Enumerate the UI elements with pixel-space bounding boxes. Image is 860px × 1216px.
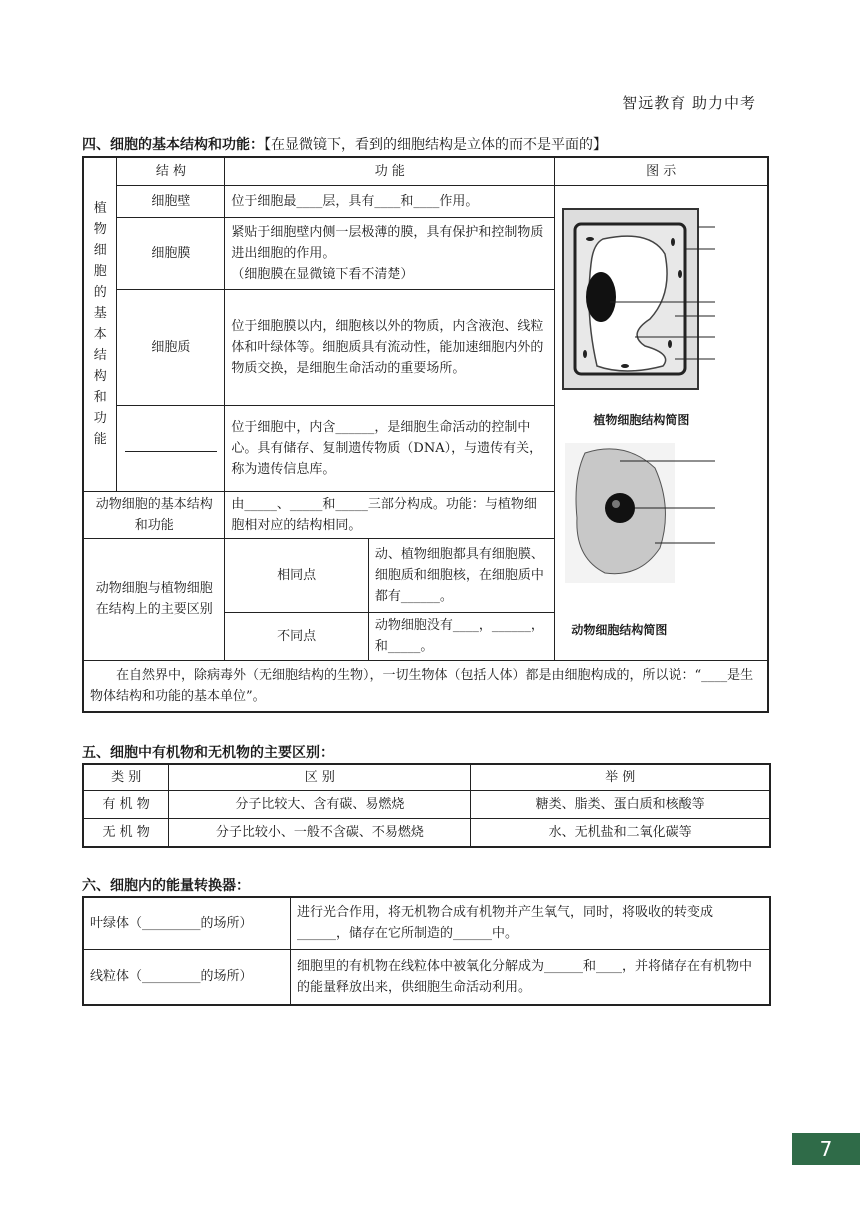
t2-header-category: 类 别 [83,764,169,791]
chloroplast-name: 叶绿体（_________的场所） [83,897,291,949]
nucleus-name-blank [125,437,217,452]
animal-caption: 动物细胞结构简图 [571,622,668,637]
mitochondria-text: 细胞里的有机物在线粒体中被氧化分解成为______和____，并将储存在有机物中的能量释放出来，供细胞生命活动利用。 [291,949,770,1005]
figure-cell [555,185,768,660]
page-number: 7 [792,1133,860,1165]
chloroplast-1 [586,237,594,241]
organic-inorganic-table [82,763,771,848]
col-structure: 结 构 [117,157,225,185]
compare-label: 动物细胞与植物细胞在结构上的主要区别 [83,538,225,660]
row-membrane-func2: （细胞膜在显微镜下看不清楚） [231,266,414,282]
energy-converter-table [82,896,771,1006]
t2-row2-example: 水、无机盐和二氧化碳等 [471,819,770,847]
animal-label: 动物细胞的基本结构和功能 [83,491,225,538]
t2-row1-difference: 分子比较大、含有碳、易燃烧 [169,791,471,819]
animal-cell-diagram [555,438,769,588]
animal-nucleus-shape [605,493,635,523]
plant-caption: 植物细胞结构简图 [593,412,690,427]
chloroplast-4 [583,350,587,358]
diff-text: 动物细胞没有____，______，和_____。 [368,612,554,660]
side-label: 植物细胞的基本结构和功能 [93,201,107,448]
t2-row1-example: 糖类、脂类、蛋白质和核酸等 [471,791,770,819]
section5-title: 五、细胞中有机物和无机物的主要区别： [82,745,334,761]
mitochondria-name: 线粒体（_________的场所） [83,949,291,1005]
animal-func: 由_____、_____和_____三部分构成。功能：与植物细胞相对应的结构相同。 [225,491,555,538]
header-brand: 智远教育 助力中考 [622,94,756,112]
row-cell-wall-func: 位于细胞最____层，具有____和____作用。 [225,185,555,217]
col-figure: 图 示 [555,157,768,185]
t2-row2-category: 无 机 物 [83,819,169,847]
chloroplast-2 [671,238,675,246]
section4-title [82,134,607,154]
row-cytoplasm-name: 细胞质 [117,289,225,405]
cell-structure-table [82,156,769,713]
summary: 在自然界中，除病毒外（无细胞结构的生物），一切生物体（包括人体）都是由细胞构成的，所以说：“____是生物体结构和功能的基本单位”。 [83,660,768,712]
t2-row2-difference: 分子比较小、一般不含碳、不易燃烧 [169,819,471,847]
chloroplast-text: 进行光合作用，将无机物合成有机物并产生氧气，同时，将吸收的转变成______，储存在它所制造的______中。 [291,897,770,949]
same-label: 相同点 [225,538,368,612]
row-cell-wall-name: 细胞壁 [117,185,225,217]
t2-header-difference: 区 别 [169,764,471,791]
section4-note: 【在显微镜下，看到的细胞结构是立体的而不是平面的】 [264,137,607,153]
animal-nucleolus-shape [612,500,620,508]
section6-title: 六、细胞内的能量转换器： [82,878,250,894]
row-nucleus-func: 位于细胞中，内含______，是细胞生命活动的控制中心。具有储存、复制遗传物质（DNA），与遗传有关，称为遗传信息库。 [225,405,555,491]
col-function: 功 能 [225,157,555,185]
row-membrane-func: 紧贴于细胞壁内侧一层极薄的膜，具有保护和控制物质进出细胞的作用。 [231,224,544,261]
section4-title-text: 四、细胞的基本结构和功能： [82,137,264,153]
diff-label: 不同点 [225,612,368,660]
same-text: 动、植物细胞都具有细胞膜、细胞质和细胞核，在细胞质中都有______。 [368,538,554,612]
row-membrane-func-cell [225,217,555,289]
t2-row1-category: 有 机 物 [83,791,169,819]
row-nucleus-name-cell [117,405,225,491]
row-cytoplasm-func: 位于细胞膜以内，细胞核以外的物质，内含液泡、线粒体和叶绿体等。细胞质具有流动性，能加速细胞内外的物质交换，是细胞生命活动的重要场所。 [225,289,555,405]
chloroplast-6 [621,364,629,368]
side-label-cell [83,157,117,491]
chloroplast-3 [678,270,682,278]
plant-cell-diagram [555,194,769,412]
row-membrane-name: 细胞膜 [117,217,225,289]
plant-nucleus-shape [586,272,616,322]
chloroplast-5 [668,340,672,348]
t2-header-example: 举 例 [471,764,770,791]
